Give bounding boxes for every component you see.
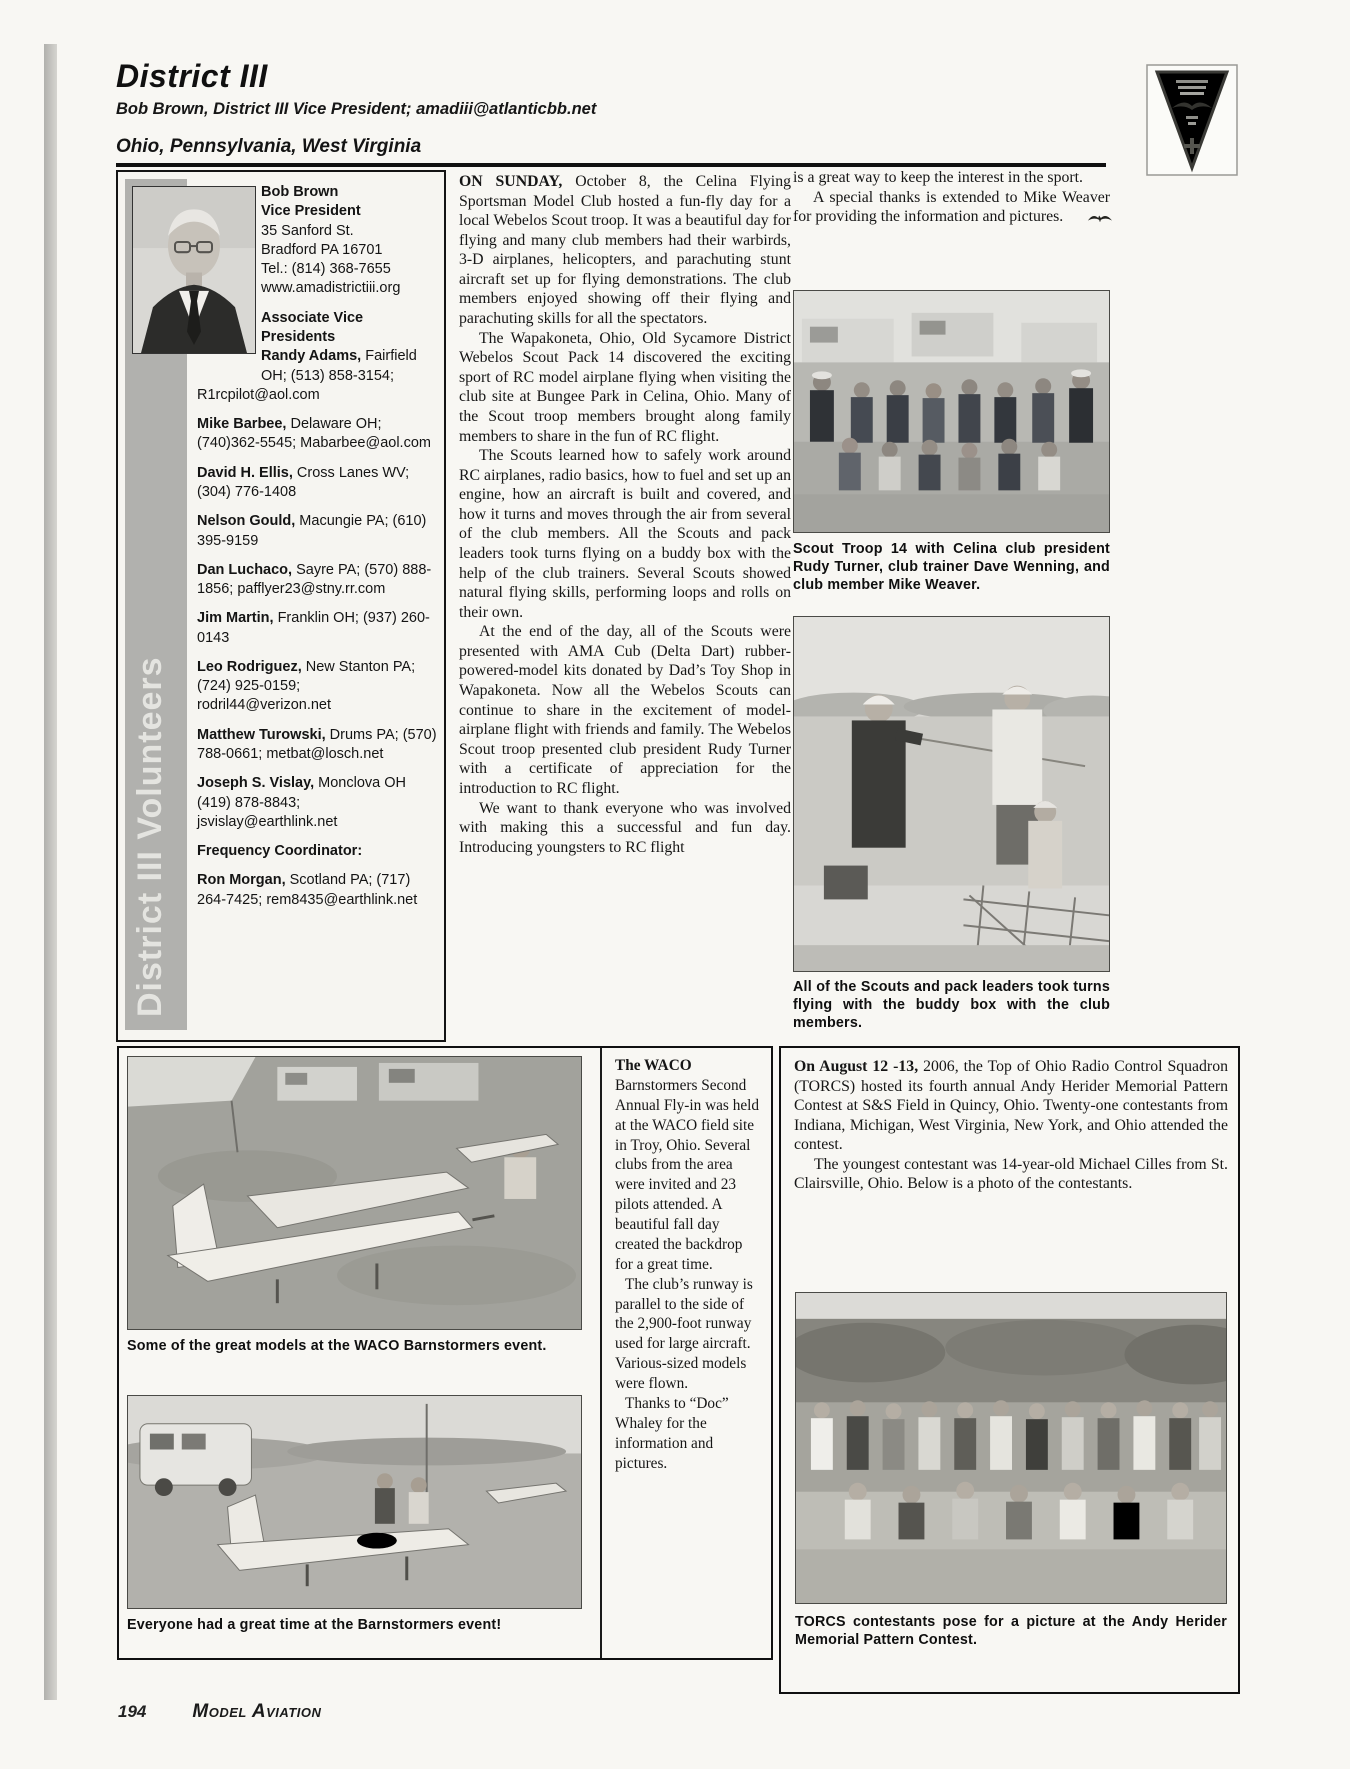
page-title: District III [116, 58, 268, 94]
torcs-paragraph: The youngest contestant was 14-year-old Michael Cilles from St. Clairsville, Ohio. Below is a photo of the contestants. [794, 1155, 1228, 1193]
volunteer-entry: Randy Adams, Fairfield OH; (513) 858-3154; R1rcpilot@aol.com [197, 348, 417, 403]
region-heading: Ohio, Pennsylvania, West Virginia [116, 136, 1106, 167]
page-number: 194 [118, 1702, 147, 1721]
article-paragraph: The Wapakoneta, Ohio, Old Sycamore District Webelos Scout Pack 14 discovered the exciting sport of RC model airplane flying when visiting the club site at Bungee Park in Celina, Ohio. Many of the Scout troop members brought along family members to share in the fun of RC flight. [459, 329, 791, 445]
frequency-coordinator-entry: Ron Morgan, Scotland PA; (717) 264-7425; rem8435@earthlink.net [197, 872, 418, 908]
scout-troop-caption: Scout Troop 14 with Celina club president Rudy Turner, club trainer Dave Wenning, and club member Mike Weaver. [793, 541, 1110, 593]
volunteer-entry: Dan Luchaco, Sayre PA; (570) 888-1856; pafflyer23@stny.rr.com [197, 561, 432, 598]
frequency-heading: Frequency Coordinator: [197, 843, 363, 860]
header [116, 58, 1106, 119]
associates-heading: Associate Vice Presidents [261, 309, 364, 345]
scout-troop-photo [793, 290, 1110, 533]
torcs-group-photo [795, 1292, 1227, 1604]
waco-models-caption: Some of the great models at the WACO Barnstormers event. [127, 1338, 547, 1354]
buddy-box-caption: All of the Scouts and pack leaders took turns flying with the buddy box with the club members. [793, 979, 1110, 1031]
volunteer-entry: Jim Martin, Franklin OH; (937) 260-0143 [197, 610, 430, 646]
ama-wings-icon [1067, 208, 1093, 219]
volunteers-sidebar [116, 170, 446, 1042]
ama-pennant-icon [1146, 64, 1238, 176]
article-paragraph: is a great way to keep the interest in the sport. [793, 169, 1083, 186]
barnstormers-caption: Everyone had a great time at the Barnstormers event! [127, 1617, 502, 1633]
article-paragraph: A special thanks is extended to Mike Weaver for providing the information and pictures. [793, 188, 1110, 227]
photo-spacer [197, 183, 261, 369]
volunteer-entry: David H. Ellis, Cross Lanes WV; (304) 776-1408 [197, 464, 410, 500]
waco-paragraph: Thanks to “Doc” Whaley for the information and pictures. [615, 1394, 729, 1472]
magazine-name: Model Aviation [192, 1701, 322, 1722]
article-paragraph: ON SUNDAY, October 8, the Celina Flying Sportsman Model Club hosted a fun-fly day for a local Webelos Scout troop. It was a beautiful day for flying and many club members had their warbirds, 3-D airplanes, helicopters, and parachuting stunt aircraft set up for flying demonstrations. The club members enjoyed showing off their flying and parachuting skills for all the spectators. [459, 173, 791, 328]
byline: Bob Brown, District III Vice President; amadiii@atlanticbb.net [116, 100, 597, 118]
article-paragraph: At the end of the day, all of the Scouts were presented with AMA Cub (Delta Dart) rubber-powered-model kits donated by Dad’s Toy Shop in Wapakoneta. Now all the Webelos Scouts can continue to share in the excitement of model-airplane flight with friends and family. The Webelos Scout troop presented club president Rudy Turner with a certificate of appreciation for the introduction to RC flight. [459, 623, 791, 797]
officer-website: www.amadistrictiii.org [261, 280, 401, 297]
article-column-right [793, 168, 1110, 227]
officer-phone: Tel.: (814) 368-7655 [261, 261, 391, 278]
article-paragraph: The Scouts learned how to safely work around RC airplanes, radio basics, how to fuel and set up an engine, how an aircraft is built and covered, and how it turns and moves through the air from several of the club members. All the Scouts and pack leaders took turns flying on a buddy box with the help of the club trainers. Several Scouts showed natural flying skills, performing loops and rolls on their own. [459, 447, 791, 621]
officer-address-2: Bradford PA 16701 [261, 241, 383, 258]
torcs-section-box [779, 1046, 1240, 1694]
torcs-text [794, 1057, 1228, 1194]
volunteer-entry: Joseph S. Vislay, Monclova OH (419) 878-8843; jsvislay@earthlink.net [197, 775, 407, 830]
article-paragraph: We want to thank everyone who was involved with making this a successful and fun day. Introducing youngsters to RC flight [459, 799, 791, 856]
torcs-paragraph: On August 12 -13, 2006, the Top of Ohio Radio Control Squadron (TORCS) hosted its fourth annual Andy Herider Memorial Pattern Contest at S&S Field in Quincy, Ohio. Twenty-one contestants from Indiana, Michigan, West Virginia, New York, and Ohio attended the contest. [794, 1058, 1228, 1154]
waco-models-photo [127, 1056, 582, 1330]
waco-paragraph: The club’s runway is parallel to the side of the 2,900-foot runway used for large aircraft. Various-sized models were flown. [615, 1275, 753, 1392]
volunteer-entry: Mike Barbee, Delaware OH; (740)362-5545; Mabarbee@aol.com [197, 416, 431, 452]
barnstormers-photo [127, 1395, 582, 1609]
officer-title: Vice President [261, 203, 361, 220]
waco-section-box [117, 1046, 773, 1660]
officer-address-1: 35 Sanford St. [261, 222, 354, 239]
footer [118, 1701, 321, 1723]
volunteer-entry: Matthew Turowski, Drums PA; (570) 788-0661; metbat@losch.net [197, 726, 437, 763]
volunteer-entry: Nelson Gould, Macungie PA; (610) 395-9159 [197, 513, 427, 549]
officer-name: Bob Brown [261, 184, 339, 200]
volunteer-entry: Leo Rodriguez, New Stanton PA; (724) 925-0159; rodril44@verizon.net [197, 658, 416, 714]
page-edge-shadow [44, 44, 57, 1700]
contact-list [197, 183, 437, 910]
sidebar-vertical-label: District III Volunteers [131, 656, 169, 1017]
waco-paragraph: The WACO Barnstormers Second Annual Fly-in was held at the WACO field site in Troy, Ohio. Several clubs from the area were invited and 23 pilots attended. A beautiful fall day created the backdrop for a great time. [615, 1057, 760, 1273]
buddy-box-photo [793, 616, 1110, 972]
torcs-caption: TORCS contestants pose for a picture at the Andy Herider Memorial Pattern Contest. [795, 1614, 1227, 1648]
waco-text-column [600, 1048, 770, 1658]
article-column-middle [459, 172, 791, 857]
